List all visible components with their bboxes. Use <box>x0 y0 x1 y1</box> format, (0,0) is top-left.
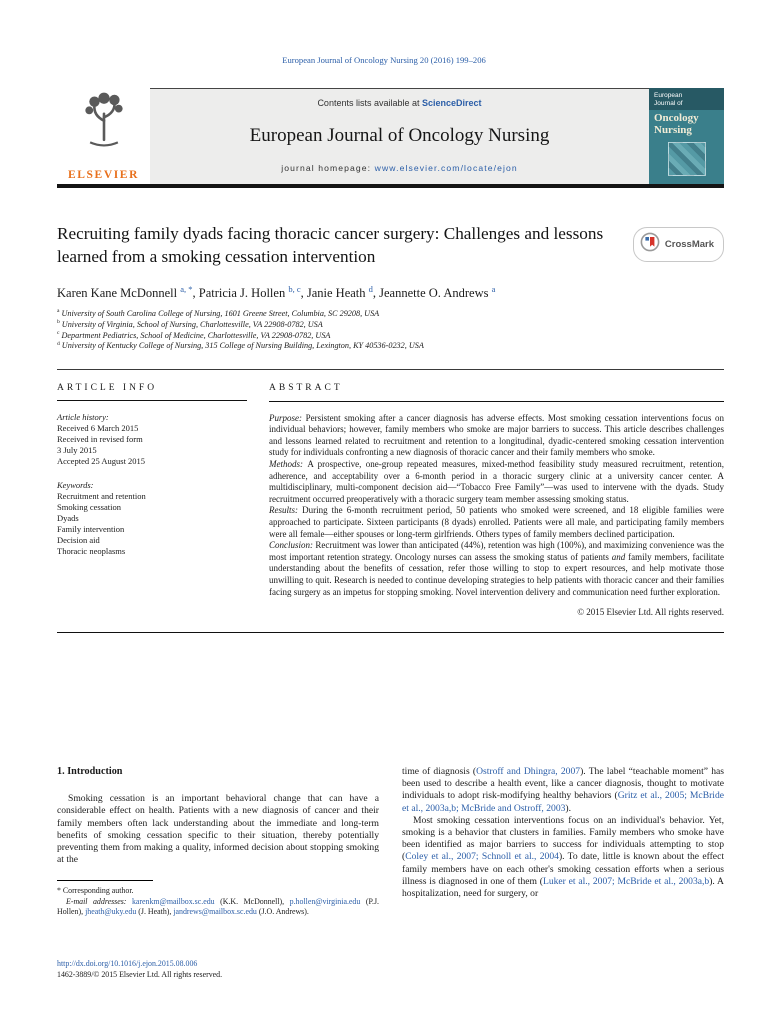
text-segment: (J. Heath), <box>136 906 174 916</box>
copyright-line: © 2015 Elsevier Ltd. All rights reserved. <box>577 607 724 618</box>
elsevier-tree-icon <box>78 90 130 153</box>
text-segment: (K.K. McDonnell), <box>214 896 290 906</box>
abstract-paragraph-results <box>269 505 724 540</box>
inline-link[interactable]: jheath@uky.edu <box>85 906 137 916</box>
text-segment: , Jeannette O. Andrews <box>372 286 492 300</box>
contents-line <box>156 98 643 108</box>
journal-title: European Journal of Oncology Nursing <box>249 124 550 146</box>
affiliation-text: Department Pediatrics, School of Medicine, Charlottesville, VA 22908-0782, USA <box>61 330 331 340</box>
inline-link[interactable]: d <box>368 283 373 294</box>
journal-homepage-line <box>156 163 643 173</box>
affiliation-list <box>57 309 724 352</box>
elsevier-wordmark: ELSEVIER <box>68 169 139 181</box>
keyword: Decision aid <box>57 535 100 545</box>
body-right-column <box>402 766 724 917</box>
inline-link[interactable]: Coley et al., 2007; Schnoll et al., 2004 <box>405 851 559 863</box>
affiliation-text: University of Virginia, School of Nursing, Charlottesville, VA 22908-0782, USA <box>61 319 323 329</box>
text-segment: ). To date, little is known about the effect family members have on each other's smoking cessation efforts when a serious illness is diagnosed in one of them ( <box>402 851 724 887</box>
text-segment: A prospective, one-group repeated measures, mixed-method feasibility study measured recruitment, retention, adherence, and acceptability over a 6-month period in a thoracic surgery clinic at a university cancer center. A multidisciplinary, multi-component decision aid—“Tobacco Free Family”—was used to intervene with the dyads. Study recruitment occurred preoperatively with a thoracic surgery team member assessing smoking status. <box>269 458 724 504</box>
body-columns <box>57 766 724 917</box>
text-segment: (P.J. Hollen), <box>57 896 379 916</box>
text-segment: Purpose: <box>269 412 306 423</box>
text-segment: Persistent smoking after a cancer diagnosis has adverse effects. Most smoking cessation interventions focus on individual behaviors; however, family members who smoke are major barriers to success. This article describes challenges and lessons learned related to recruitment and retention to a longitudinal, dyadic-centered smoking cessation intervention study for individuals confronting a new diagnosis of thoracic cancer and their family members who smoke. <box>269 412 724 458</box>
keywords-label: Keywords: <box>57 480 94 490</box>
text-segment: , Patricia J. Hollen <box>192 286 289 300</box>
crossmark-label: CrossMark <box>664 239 714 250</box>
history-line: Received 6 March 2015 <box>57 423 139 433</box>
footnote-rule <box>57 880 153 881</box>
journal-citation-header[interactable]: European Journal of Oncology Nursing 20 (2016) 199–206 <box>282 55 486 65</box>
cover-header <box>649 88 724 110</box>
contents-line-text: Contents lists available at <box>317 98 422 108</box>
keyword: Family intervention <box>57 524 125 534</box>
affiliation-mark: d <box>57 340 60 347</box>
cover-artwork <box>668 142 706 176</box>
keyword: Dyads <box>57 513 79 523</box>
text-segment: Conclusion: <box>269 540 316 551</box>
crossmark-icon <box>640 232 660 257</box>
inline-link[interactable]: a <box>491 283 496 294</box>
affiliation-mark: a <box>57 308 60 315</box>
text-segment: ). The label “teachable moment” has been used to describe a health event, like a cancer diagnosis, thought to motivate individuals to adopt risk-modifying healthy behaviors ( <box>402 766 724 802</box>
crossmark-badge[interactable] <box>633 227 724 262</box>
text-segment: (J.O. Andrews). <box>256 906 309 916</box>
affiliation <box>57 320 724 331</box>
keyword: Recruitment and retention <box>57 491 146 501</box>
masthead-center <box>150 88 649 184</box>
abstract-column <box>269 383 724 619</box>
journal-homepage-link[interactable]: www.elsevier.com/locate/ejon <box>374 163 518 173</box>
text-segment: Karen Kane McDonnell <box>57 286 181 300</box>
inline-link[interactable]: b, c <box>288 283 301 294</box>
body-paragraph <box>402 766 724 815</box>
cover-title-2: Nursing <box>654 123 692 136</box>
corresponding-author-note: * Corresponding author. <box>57 886 134 896</box>
abstract-paragraph-purpose <box>269 413 724 459</box>
history-line: Received in revised form <box>57 434 143 444</box>
issn-copyright-line: 1462-3889/© 2015 Elsevier Ltd. All rights reserved. <box>57 969 223 979</box>
masthead-rule <box>57 184 724 188</box>
affiliation-mark: b <box>57 319 60 326</box>
text-segment: Most smoking cessation interventions focus on an individual's behavior. Yet, smoking is a behavior that clusters in families. Family members who smoke have been identified as major barriers to success for individuals attempting to stop ( <box>402 814 724 863</box>
cover-line-2: Journal of <box>654 99 683 107</box>
text-segment: time of diagnosis ( <box>402 766 477 777</box>
history-line: Accepted 25 August 2015 <box>57 456 146 466</box>
inline-link[interactable]: Gritz et al., 2005; McBride et al., 2003a,b; McBride and Ostroff, 2003 <box>402 790 725 814</box>
abstract-heading: ABSTRACT <box>269 383 724 402</box>
keyword: Smoking cessation <box>57 502 121 512</box>
cover-line-1: European <box>654 92 683 99</box>
inline-link[interactable]: p.hollen@virginia.edu <box>289 896 361 906</box>
affiliation-text: University of South Carolina College of Nursing, 1601 Greene Street, Columbia, SC 29208, USA <box>61 309 380 318</box>
section-heading-introduction: 1. Introduction <box>57 766 123 777</box>
cover-title-1: Oncology <box>654 112 699 124</box>
body-left-column <box>57 766 379 917</box>
article-info-column <box>57 383 247 619</box>
inline-link[interactable]: karenkm@mailbox.sc.edu <box>131 896 215 906</box>
article-title: Recruiting family dyads facing thoracic cancer surgery: Challenges and lessons learned from a smoking cessation intervention <box>57 224 604 266</box>
inline-link[interactable]: jandrews@mailbox.sc.edu <box>173 906 257 916</box>
info-abstract-block <box>57 369 724 633</box>
footnote-block <box>57 880 379 917</box>
text-segment: family members, facilitate understanding about the benefits of cessation, refer those willing to stop to expert resources, and help motivate those unwilling to quit. Research is needed to continue developing strategies to help patients with thoracic cancer and their families facing surgery as an impetus for stopping smoking. Novel intervention delivery and communication need further exploration. <box>269 551 724 597</box>
affiliation-text: University of Kentucky College of Nursing, 315 College of Nursing Building, Lexington, KY 40536-0232, USA <box>61 341 424 351</box>
abstract-paragraph-methods <box>269 459 724 505</box>
email-addresses-note <box>57 897 379 917</box>
history-label: Article history: <box>57 412 109 422</box>
body-paragraph <box>402 815 724 900</box>
sciencedirect-link[interactable]: ScienceDirect <box>422 98 482 108</box>
affiliation-mark: c <box>57 329 60 336</box>
inline-link[interactable]: Luker et al., 2007; McBride et al., 2003a,b <box>542 875 710 887</box>
text-segment: ). A hospitalization, need for surgery, or <box>402 875 724 900</box>
article-info-heading: ARTICLE INFO <box>57 383 247 401</box>
elsevier-logo-block <box>57 88 150 184</box>
homepage-label: journal homepage: <box>281 163 375 173</box>
text-segment: Methods: <box>269 458 308 469</box>
journal-masthead <box>57 88 724 184</box>
inline-link[interactable]: Ostroff and Dhingra, 2007 <box>476 766 581 777</box>
text-segment: ). <box>565 802 572 814</box>
text-segment: Results: <box>269 505 303 516</box>
body-paragraph: Smoking cessation is an important behavioral change that can have a considerable effect on health. Patients with a new diagnosis of cancer and their family members often lack understanding about the immediate and long-term benefits of smoking cessation specific to their situation, thereby potentially preventing them from making a quality, informed decision about stopping smoking at the <box>57 793 379 866</box>
keyword: Thoracic neoplasms <box>57 546 126 556</box>
doi-link[interactable]: http://dx.doi.org/10.1016/j.ejon.2015.08.006 <box>57 959 198 968</box>
text-segment: E-mail addresses: <box>66 896 132 906</box>
page-footer <box>57 959 222 980</box>
cover-title <box>649 110 724 138</box>
affiliation <box>57 341 724 352</box>
text-segment: , Janie Heath <box>300 286 369 300</box>
abstract-paragraph-conclusion <box>269 540 724 598</box>
journal-cover-thumbnail <box>649 88 724 184</box>
author-list <box>57 283 724 301</box>
text-segment: and <box>611 551 626 562</box>
history-line: 3 July 2015 <box>57 445 97 455</box>
affiliation <box>57 331 724 342</box>
text-segment: During the 6-month recruitment period, 50 patients who smoked were screened, and 18 eligible families were approached to participate. Sixteen participants (8 dyads) enrolled. Patients were all male, and participating family members were all female—either spouses or long-term girlfriends. Others types of family members declined participation. <box>269 505 724 539</box>
inline-link[interactable]: a, * <box>180 283 193 294</box>
text-segment: Recruitment was lower than anticipated (44%), retention was high (100%), and maximizing convenience was the most important retention strategy. Oncology nurses can assess the smoking status of patients <box>269 540 724 562</box>
affiliation <box>57 309 724 320</box>
